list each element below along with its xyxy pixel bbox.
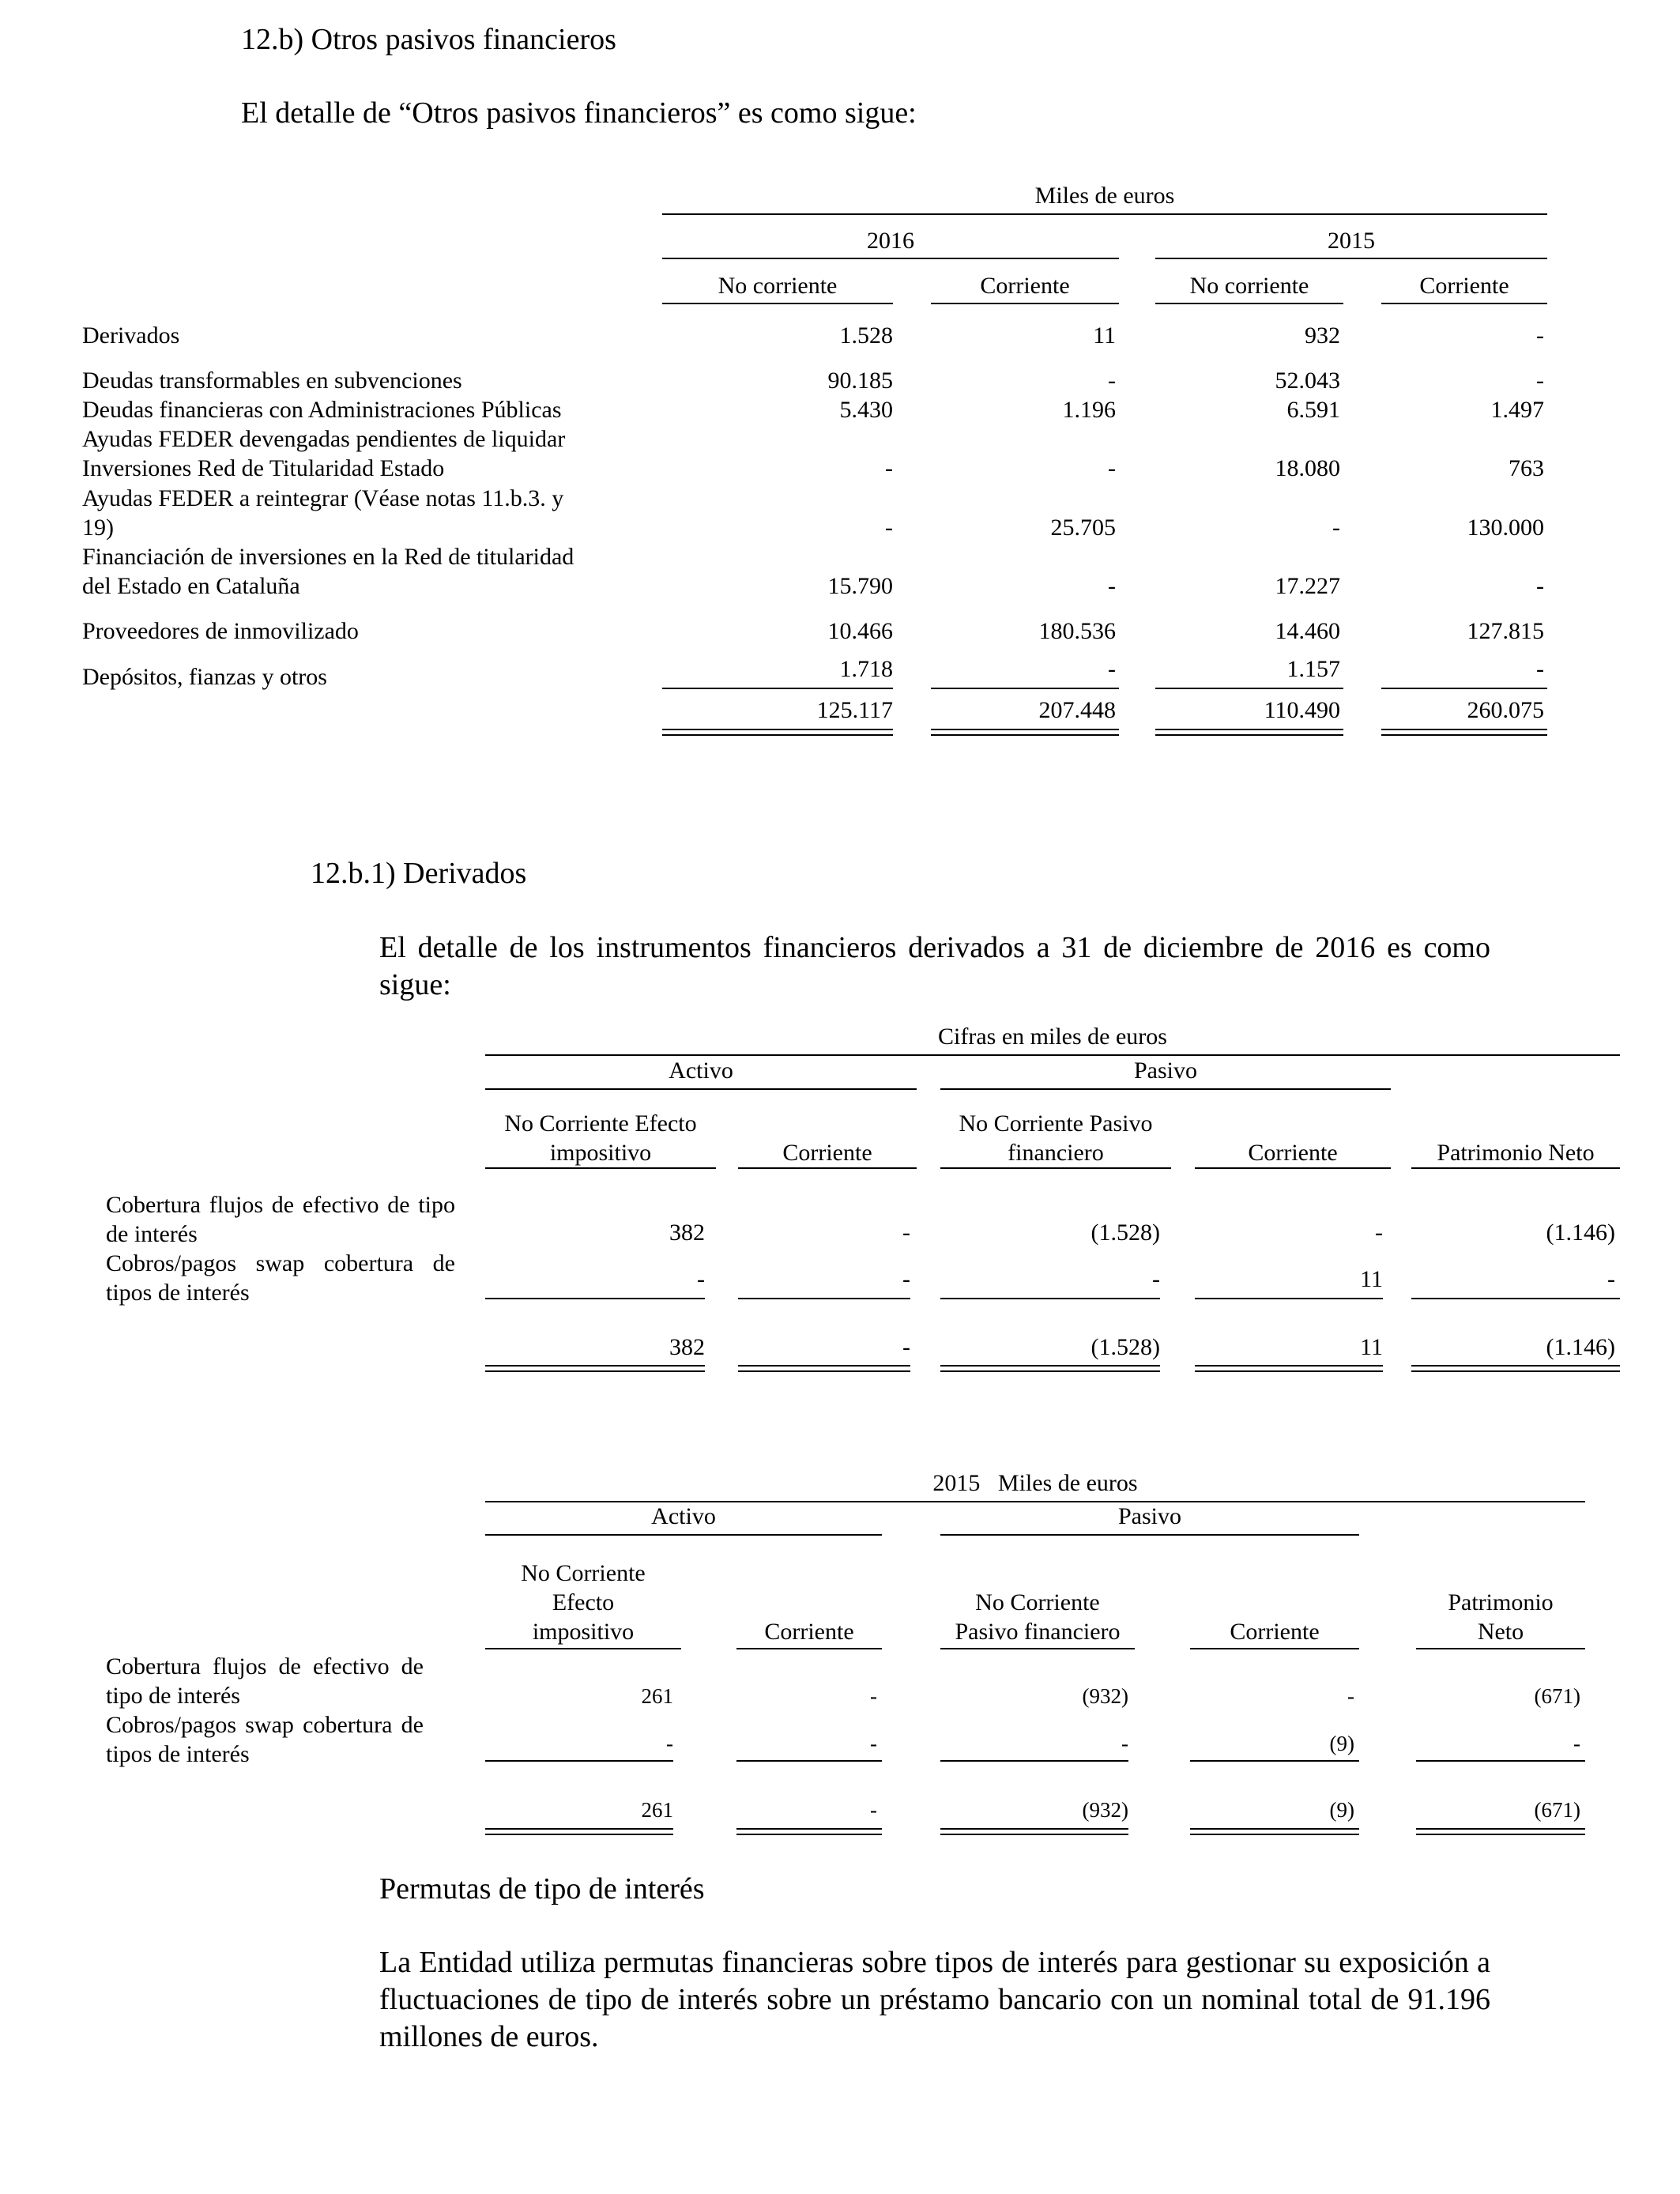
row-label: Derivados	[82, 322, 180, 349]
rule	[662, 303, 893, 304]
cell: 180.536	[1038, 618, 1116, 644]
rule	[662, 213, 1547, 215]
column-header-line: No Corriente	[975, 1589, 1100, 1615]
rule	[485, 1534, 882, 1536]
rule	[931, 303, 1119, 304]
cell: 1.196	[1062, 397, 1116, 423]
rule	[940, 1760, 1128, 1762]
cell: -	[1108, 656, 1116, 682]
total-cell: 11	[1360, 1334, 1383, 1360]
rule	[1411, 1167, 1620, 1169]
column-header	[485, 1559, 681, 1646]
total-cell: -	[870, 1798, 877, 1822]
row-label: Depósitos, fianzas y otros	[82, 664, 327, 690]
cell: -	[885, 455, 893, 481]
row-label: Deudas transformables en subvenciones	[82, 368, 462, 394]
double-rule	[736, 1828, 882, 1835]
unit-header: Cifras en miles de euros	[938, 1023, 1167, 1050]
cell: 5.430	[839, 397, 893, 423]
rule	[485, 1501, 1585, 1502]
cell: 11	[1093, 322, 1116, 349]
column-header-line: impositivo	[549, 1140, 652, 1166]
double-rule	[931, 729, 1119, 736]
row-label: Financiación de inversiones en la Red de titularidad	[82, 544, 574, 570]
section-heading-derivados: 12.b.1) Derivados	[311, 857, 527, 890]
double-rule	[1155, 729, 1343, 736]
group-header-activo: Activo	[651, 1503, 716, 1529]
row-label: Cobertura flujos de efectivo de tipo de interés	[106, 1192, 455, 1247]
cell: 1.157	[1286, 656, 1340, 682]
rule	[662, 688, 893, 689]
rule	[662, 258, 1119, 259]
section-heading-permutas: Permutas de tipo de interés	[379, 1872, 705, 1906]
total-cell: (932)	[1082, 1798, 1128, 1822]
rule	[1155, 303, 1343, 304]
rule	[1190, 1760, 1359, 1762]
unit-header: 2015 Miles de euros	[932, 1470, 1138, 1496]
row-label: Cobertura flujos de efectivo de tipo de interés	[106, 1653, 424, 1709]
cell: -	[902, 1266, 910, 1292]
total-cell: (671)	[1534, 1798, 1580, 1822]
double-rule	[485, 1828, 673, 1835]
column-header: Corriente	[1230, 1619, 1320, 1645]
cell: (1.528)	[1090, 1220, 1160, 1246]
column-header-line: No Corriente Pasivo	[959, 1110, 1153, 1137]
column-header-line: No Corriente Efecto	[504, 1110, 697, 1137]
double-rule	[1416, 1828, 1585, 1835]
total-cell: -	[902, 1334, 910, 1360]
permutas-paragraph: La Entidad utiliza permutas financieras sobre tipos de interés para gestionar su exposición a fluctuaciones de tipo de interés sobre un préstamo bancario con un nominal total de 91.196 millones de euros.	[379, 1946, 1490, 2053]
cell: 18.080	[1275, 455, 1340, 481]
total-cell: 261	[641, 1798, 673, 1822]
column-header: Patrimonio Neto	[1437, 1140, 1595, 1166]
column-header	[940, 1109, 1171, 1167]
group-header-activo: Activo	[669, 1057, 733, 1084]
double-rule	[1411, 1365, 1620, 1372]
cell: -	[1375, 1220, 1383, 1246]
rule	[1190, 1648, 1359, 1649]
cell: 52.043	[1275, 368, 1340, 394]
rule	[1155, 258, 1547, 259]
column-header: Corriente	[782, 1140, 872, 1166]
row-label: Proveedores de inmovilizado	[82, 618, 359, 644]
total-cell: 125.117	[816, 697, 893, 723]
cell: -	[1347, 1684, 1354, 1708]
rule	[940, 1648, 1135, 1649]
cell: 932	[1305, 322, 1340, 349]
total-cell: (9)	[1329, 1798, 1354, 1822]
column-header	[940, 1588, 1135, 1646]
cell: -	[1108, 573, 1116, 599]
cell: -	[666, 1732, 673, 1755]
cell: 1.718	[839, 656, 893, 682]
cell: 1.528	[839, 322, 893, 349]
rule	[1381, 303, 1547, 304]
cell: 10.466	[827, 618, 893, 644]
column-header-line: impositivo	[532, 1619, 635, 1645]
double-rule	[1381, 729, 1547, 736]
section-intro-derivados: El detalle de los instrumentos financieros derivados a 31 de diciembre de 2016 es como sigue:	[379, 931, 1490, 1001]
column-header: Corriente	[1248, 1140, 1338, 1166]
row-label: del Estado en Cataluña	[82, 573, 300, 599]
double-rule	[485, 1365, 705, 1372]
cell: 127.815	[1467, 618, 1544, 644]
cell: -	[697, 1266, 705, 1292]
cell: -	[870, 1684, 877, 1708]
cell: (671)	[1534, 1684, 1580, 1708]
column-header-line: Pasivo financiero	[955, 1619, 1121, 1645]
cell: -	[885, 515, 893, 541]
rule	[1381, 688, 1547, 689]
cell: -	[1332, 515, 1340, 541]
cell: 25.705	[1050, 515, 1116, 541]
total-cell: 260.075	[1467, 697, 1544, 723]
cell: -	[1607, 1266, 1615, 1292]
rule	[736, 1648, 882, 1649]
column-header: No corriente	[718, 273, 838, 299]
cell: -	[1108, 455, 1116, 481]
column-header	[485, 1109, 716, 1167]
column-header: No corriente	[1189, 273, 1309, 299]
rule	[940, 1167, 1171, 1169]
rule	[1155, 688, 1343, 689]
total-cell: 207.448	[1038, 697, 1116, 723]
rule	[485, 1298, 705, 1299]
column-header: Corriente	[980, 273, 1070, 299]
rule	[1411, 1298, 1620, 1299]
row-label: Deudas financieras con Administraciones Públicas	[82, 397, 562, 423]
rule	[940, 1534, 1359, 1536]
cell: 14.460	[1275, 618, 1340, 644]
row-label: Inversiones Red de Titularidad Estado	[82, 455, 445, 481]
cell: 11	[1360, 1266, 1383, 1292]
column-header-line: financiero	[1008, 1140, 1104, 1166]
double-rule	[940, 1365, 1160, 1372]
rule	[736, 1760, 882, 1762]
double-rule	[1195, 1365, 1383, 1372]
unit-header: Miles de euros	[1034, 183, 1175, 209]
cell: 130.000	[1467, 515, 1544, 541]
cell: 1.497	[1490, 397, 1544, 423]
cell: 15.790	[827, 573, 893, 599]
column-header-line: Efecto	[552, 1589, 615, 1615]
cell: -	[1536, 322, 1544, 349]
row-label: Cobros/pagos swap cobertura de tipos de interés	[106, 1712, 424, 1767]
rule	[1416, 1648, 1585, 1649]
cell: (9)	[1329, 1732, 1354, 1755]
rule	[940, 1088, 1391, 1090]
row-label: Ayudas FEDER devengadas pendientes de liquidar	[82, 426, 566, 452]
cell: (1.146)	[1546, 1220, 1615, 1246]
cell: 382	[669, 1220, 705, 1246]
cell: -	[1121, 1732, 1128, 1755]
rule	[485, 1760, 673, 1762]
cell: -	[1536, 573, 1544, 599]
rule	[738, 1298, 910, 1299]
group-header-pasivo: Pasivo	[1117, 1503, 1181, 1529]
total-cell: (1.146)	[1546, 1334, 1615, 1360]
cell: -	[1152, 1266, 1160, 1292]
rule	[485, 1648, 681, 1649]
row-label: 19)	[82, 515, 114, 541]
year-header-2015: 2015	[1328, 228, 1375, 254]
group-header-pasivo: Pasivo	[1133, 1057, 1197, 1084]
rule	[485, 1167, 716, 1169]
cell: 90.185	[827, 368, 893, 394]
cell: -	[1108, 368, 1116, 394]
cell: 6.591	[1286, 397, 1340, 423]
double-rule	[662, 729, 893, 736]
total-cell: 110.490	[1264, 697, 1340, 723]
column-header-line: Neto	[1477, 1619, 1524, 1645]
cell: -	[870, 1732, 877, 1755]
cell: 17.227	[1275, 573, 1340, 599]
total-cell: 382	[669, 1334, 705, 1360]
rule	[1195, 1167, 1391, 1169]
double-rule	[1190, 1828, 1359, 1835]
year-header-2016: 2016	[867, 228, 914, 254]
section-intro-otros-pasivos: El detalle de “Otros pasivos financieros” es como sigue:	[241, 96, 917, 130]
rule	[485, 1054, 1620, 1056]
column-header: Corriente	[1419, 273, 1509, 299]
column-header-line: Patrimonio	[1448, 1589, 1554, 1615]
cell: (932)	[1082, 1684, 1128, 1708]
column-header-line: No Corriente	[521, 1560, 646, 1586]
column-header	[1416, 1588, 1585, 1646]
rule	[738, 1167, 917, 1169]
double-rule	[940, 1828, 1128, 1835]
rule	[940, 1298, 1160, 1299]
rule	[931, 688, 1119, 689]
cell: -	[902, 1220, 910, 1246]
cell: -	[1536, 656, 1544, 682]
rule	[1416, 1760, 1585, 1762]
rule	[485, 1088, 917, 1090]
cell: 261	[641, 1684, 673, 1708]
cell: -	[1573, 1732, 1580, 1755]
total-cell: (1.528)	[1090, 1334, 1160, 1360]
section-heading-otros-pasivos: 12.b) Otros pasivos financieros	[241, 23, 616, 56]
rule	[1195, 1298, 1383, 1299]
column-header: Corriente	[764, 1619, 854, 1645]
row-label: Cobros/pagos swap cobertura de tipos de interés	[106, 1250, 455, 1306]
cell: 763	[1509, 455, 1544, 481]
cell: -	[1536, 368, 1544, 394]
row-label: Ayudas FEDER a reintegrar (Véase notas 11.b.3. y	[82, 485, 564, 511]
double-rule	[738, 1365, 910, 1372]
